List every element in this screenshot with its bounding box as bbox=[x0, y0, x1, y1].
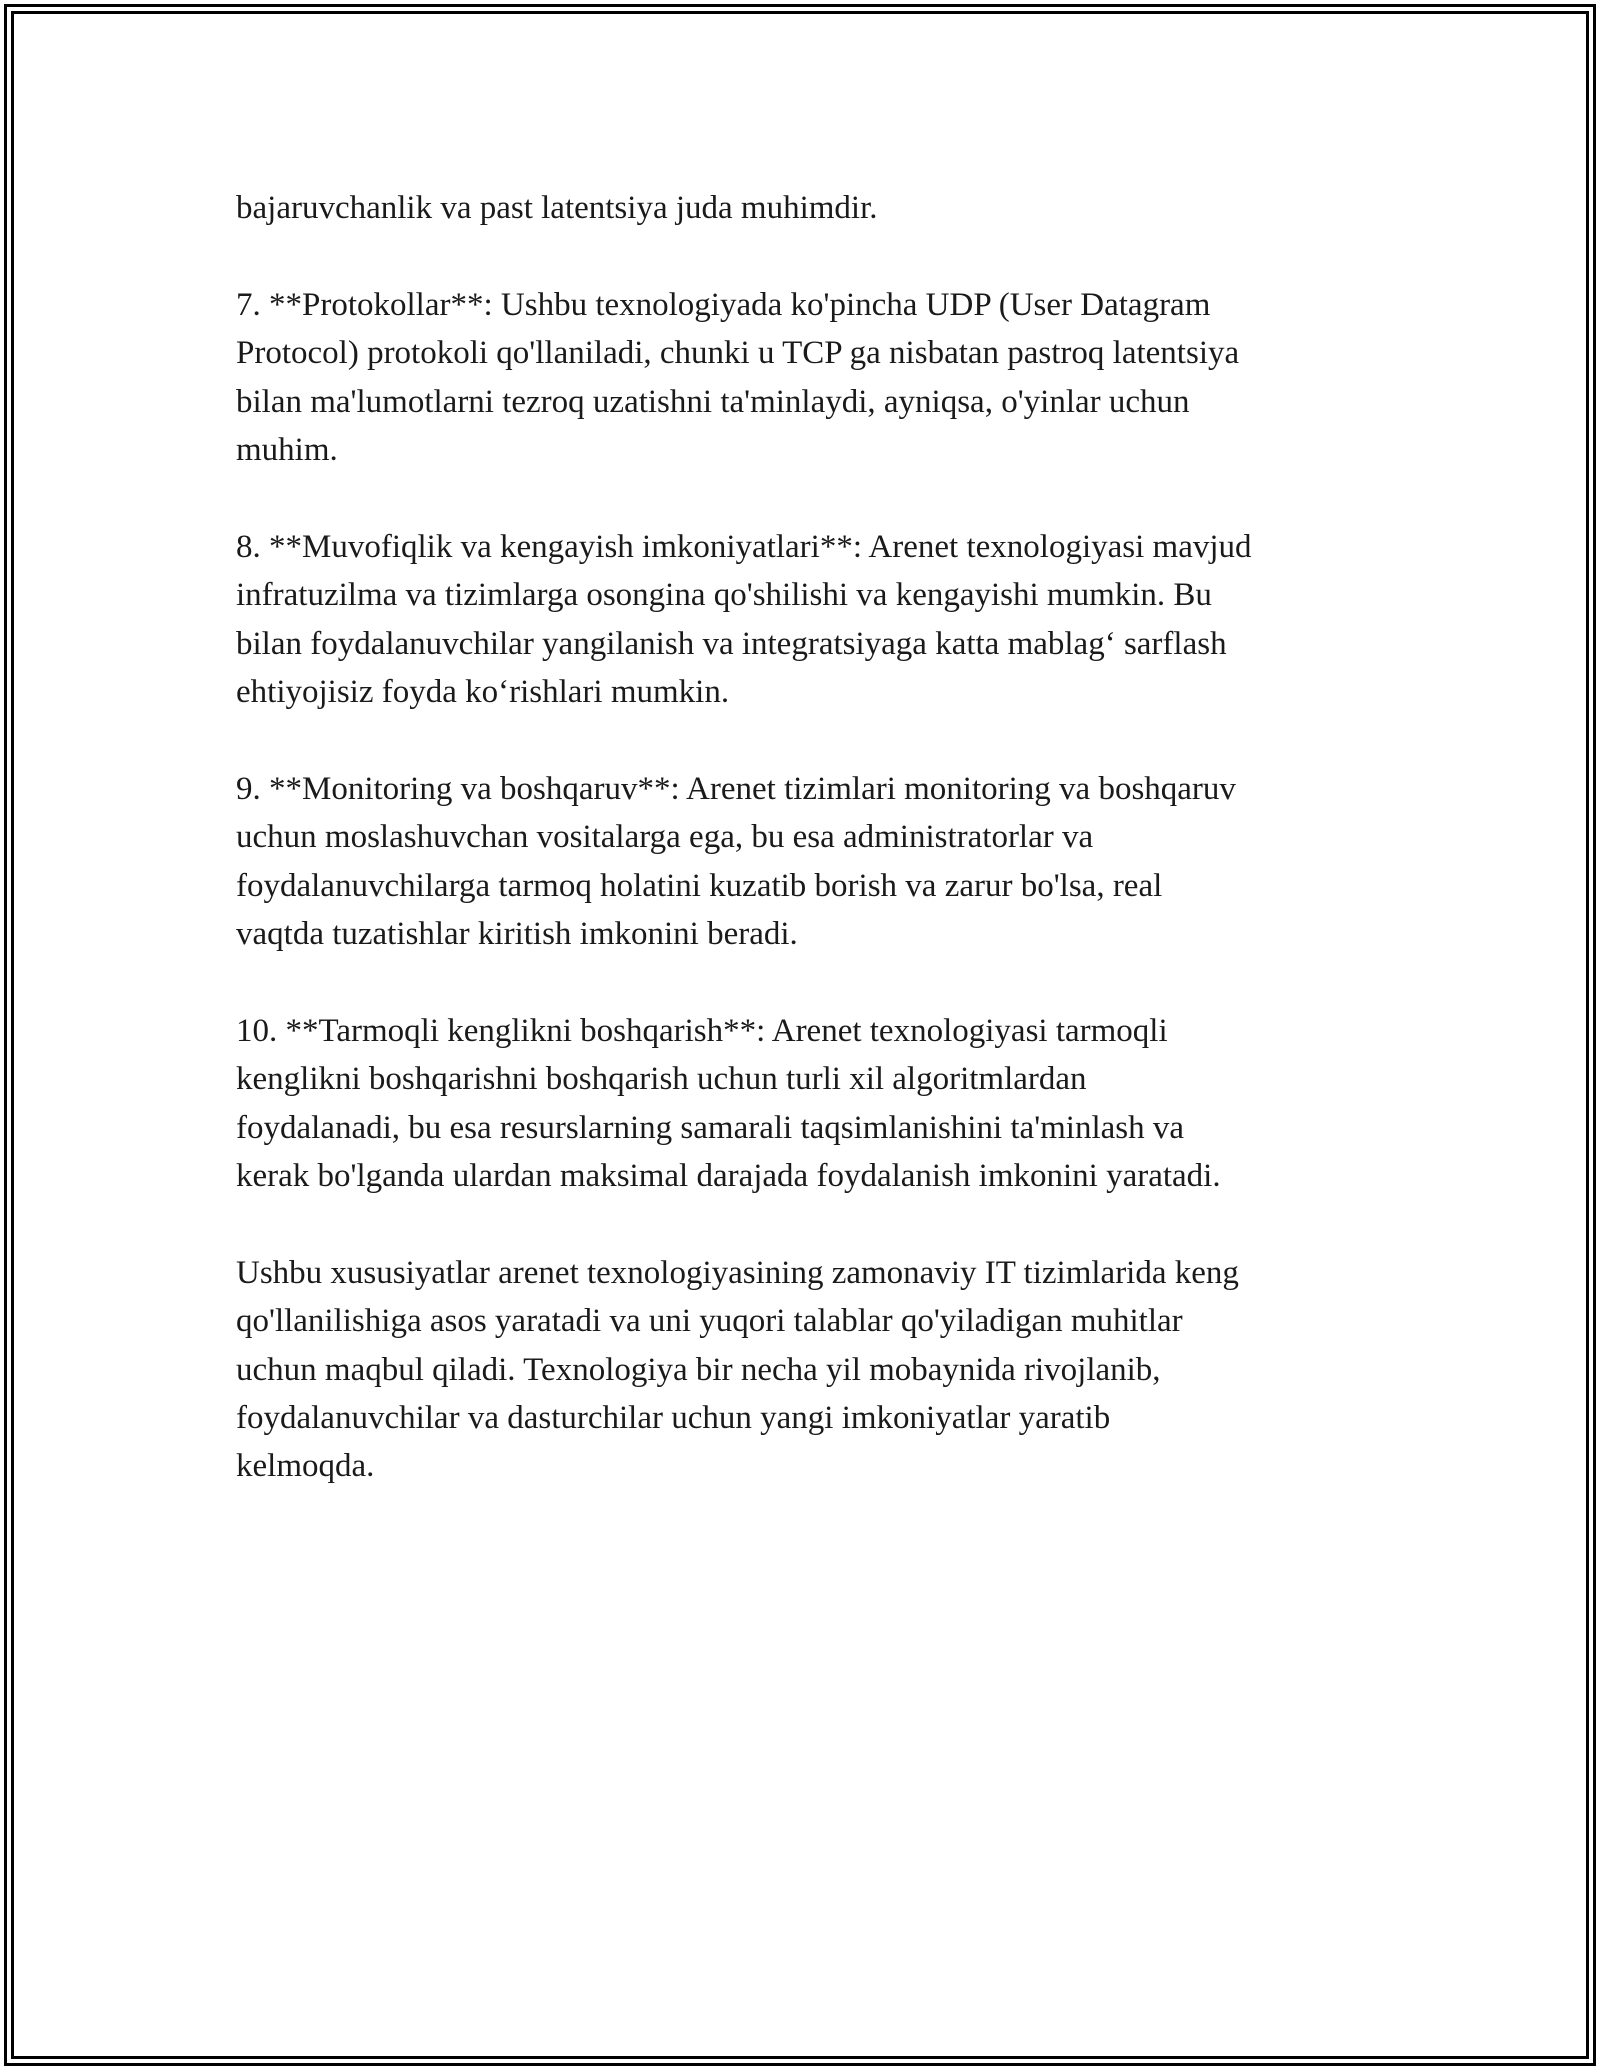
text-line: 9. **Monitoring va boshqaruv**: Arenet tizimlari monitoring va boshqaruv bbox=[236, 770, 1236, 807]
paragraph-item-9-monitoring bbox=[236, 765, 1386, 959]
text-line: kelmoqda. bbox=[236, 1448, 375, 1485]
text-line: Ushbu xususiyatlar arenet texnologiyasining zamonaviy IT tizimlarida keng bbox=[236, 1254, 1239, 1291]
text-line: uchun moslashuvchan vositalarga ega, bu esa administratorlar va bbox=[236, 819, 1094, 856]
text-line: ehtiyojisiz foyda ko‘rishlari mumkin. bbox=[236, 674, 730, 711]
text-line: kenglikni boshqarishni boshqarish uchun turli xil algoritmlardan bbox=[236, 1061, 1087, 1098]
paragraph-continuation bbox=[236, 184, 1386, 232]
paragraph-item-8-compatibility bbox=[236, 523, 1386, 717]
text-line: bajaruvchanlik va past latentsiya juda muhimdir. bbox=[236, 190, 878, 226]
text-line: kerak bo'lganda ulardan maksimal darajada foydalanish imkonini yaratadi. bbox=[236, 1158, 1221, 1195]
paragraph-conclusion bbox=[236, 1249, 1386, 1491]
text-line: muhim. bbox=[236, 432, 338, 469]
text-line: bilan foydalanuvchilar yangilanish va integratsiyaga katta mablag‘ sarflash bbox=[236, 625, 1227, 662]
text-line: 10. **Tarmoqli kenglikni boshqarish**: Arenet texnologiyasi tarmoqli bbox=[236, 1012, 1168, 1049]
text-line: foydalanuvchilarga tarmoq holatini kuzatib borish va zarur bo'lsa, real bbox=[236, 867, 1163, 904]
text-line: Protocol) protokoli qo'llaniladi, chunki u TCP ga nisbatan pastroq latentsiya bbox=[236, 335, 1240, 372]
text-line: qo'llanilishiga asos yaratadi va uni yuqori talablar qo'yiladigan muhitlar bbox=[236, 1303, 1183, 1340]
text-line: foydalanuvchilar va dasturchilar uchun yangi imkoniyatlar yaratib bbox=[236, 1400, 1111, 1437]
document-body bbox=[236, 184, 1386, 1539]
text-line: uchun maqbul qiladi. Texnologiya bir necha yil mobaynida rivojlanib, bbox=[236, 1351, 1161, 1388]
text-line: 7. **Protokollar**: Ushbu texnologiyada ko'pincha UDP (User Datagram bbox=[236, 286, 1211, 323]
text-line: vaqtda tuzatishlar kiritish imkonini beradi. bbox=[236, 916, 798, 953]
text-line: infratuzilma va tizimlarga osongina qo'shilishi va kengayishi mumkin. Bu bbox=[236, 577, 1212, 614]
paragraph-item-10-bandwidth bbox=[236, 1007, 1386, 1201]
text-line: foydalanadi, bu esa resurslarning samarali taqsimlanishini ta'minlash va bbox=[236, 1109, 1185, 1146]
text-line: 8. **Muvofiqlik va kengayish imkoniyatlari**: Arenet texnologiyasi mavjud bbox=[236, 528, 1252, 565]
paragraph-item-7-protocols bbox=[236, 281, 1386, 475]
text-line: bilan ma'lumotlarni tezroq uzatishni ta'minlaydi, ayniqsa, o'yinlar uchun bbox=[236, 383, 1190, 420]
